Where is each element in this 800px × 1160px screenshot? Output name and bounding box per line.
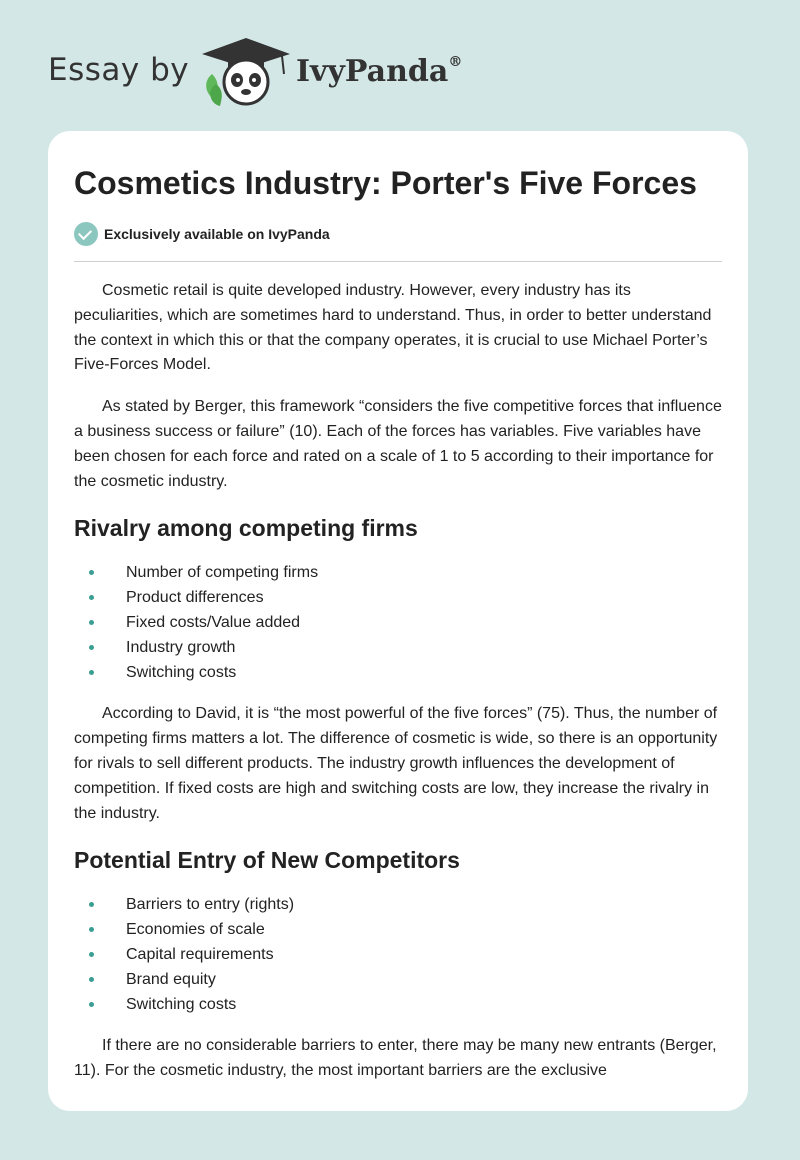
list-item: Switching costs [74, 992, 722, 1017]
brand-prefix: Essay by [48, 52, 190, 88]
paragraph: Cosmetic retail is quite developed industry. However, every industry has its peculiarities, which are sometimes hard to understand. Thus, in order to better understand the context in which this or that the company operates, it is crucial to use Michael Porter’s Five-Forces Model. [74, 282, 712, 374]
bullet-list [74, 560, 722, 685]
panda-logo-icon[interactable] [198, 34, 294, 108]
list-item: Number of competing firms [74, 560, 722, 585]
paragraph: According to David, it is “the most powerful of the five forces” (75). Thus, the number of competing firms matters a lot. The difference of cosmetic is wide, so there is an opportunity for rivals to sell different products. The industry growth influences the development of competition. If fixed costs are high and switching costs are low, they increase the rivalry in the industry. [74, 705, 718, 822]
section-heading: Potential Entry of New Competitors [74, 847, 460, 874]
divider [74, 261, 722, 262]
list-item: Economies of scale [74, 917, 722, 942]
essay-body [74, 279, 722, 1101]
list-item: Brand equity [74, 967, 722, 992]
list-item: Capital requirements [74, 942, 722, 967]
list-item: Fixed costs/Value added [74, 610, 722, 635]
list-item: Barriers to entry (rights) [74, 892, 722, 917]
paragraph: As stated by Berger, this framework “considers the five competitive forces that influence a business success or failure” (10). Each of the forces has variables. Five variables have been chosen for each force and rated on a scale of 1 to 5 according to their importance for the cosmetic industry. [74, 398, 722, 490]
bullet-list [74, 892, 722, 1017]
paragraph: If there are no considerable barriers to enter, there may be many new entrants (Berger, 11). For the cosmetic industry, the most important barriers are the exclusive [74, 1037, 717, 1080]
check-icon [74, 222, 98, 246]
badge-text: Exclusively available on IvyPanda [104, 226, 330, 242]
brand-name[interactable]: IvyPanda® [296, 54, 463, 89]
list-item: Industry growth [74, 635, 722, 660]
site-header [0, 0, 800, 130]
section-heading: Rivalry among competing firms [74, 515, 418, 542]
page-title: Cosmetics Industry: Porter's Five Forces [74, 165, 697, 201]
essay-card [48, 131, 748, 1111]
exclusive-badge [74, 221, 330, 247]
list-item: Product differences [74, 585, 722, 610]
list-item: Switching costs [74, 660, 722, 685]
